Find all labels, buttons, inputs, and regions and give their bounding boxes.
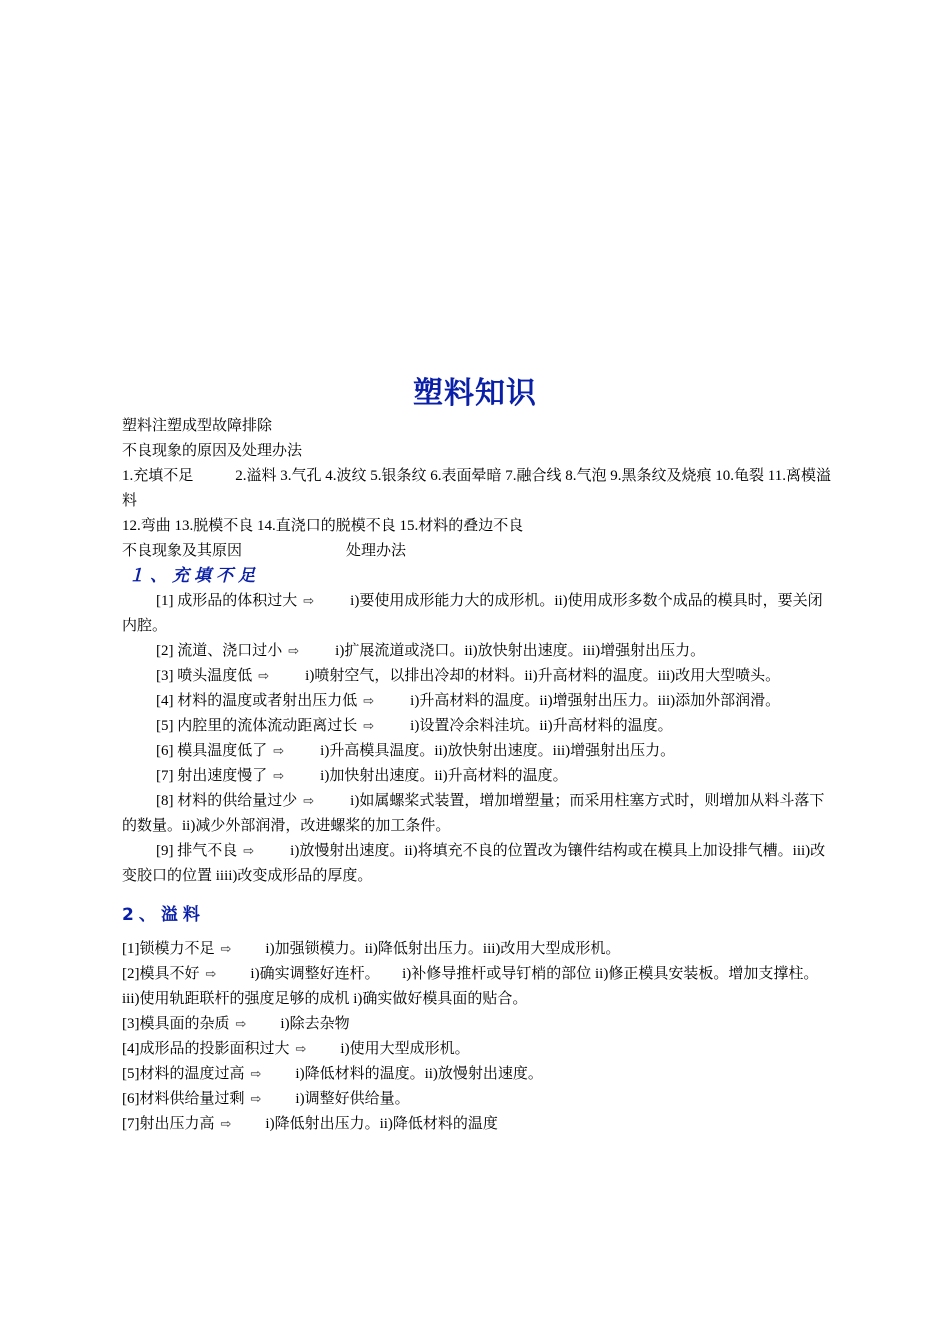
defect-cause: [9] 排气不良: [156, 843, 238, 859]
right-arrow-icon: ⇨: [220, 942, 232, 957]
right-arrow-icon: ⇨: [363, 694, 375, 709]
defect-item: [122, 589, 832, 639]
right-arrow-icon: ⇨: [273, 769, 285, 784]
right-arrow-icon: ⇨: [250, 1092, 262, 1107]
defect-item: [122, 739, 832, 764]
section-2-heading: 2、溢料: [122, 905, 205, 925]
defect-item: [122, 689, 832, 714]
defect-fix: i)降低射出压力。ii)降低材料的温度: [265, 1116, 498, 1132]
defect-fix: i)设置冷余料洼坑。ii)升高材料的温度。: [410, 718, 673, 734]
defect-fix: i)加快射出速度。ii)升高材料的温度。: [320, 768, 568, 784]
right-arrow-icon: ⇨: [235, 1017, 247, 1032]
defect-item: [122, 664, 832, 689]
defect-item: [122, 839, 832, 889]
defect-cause: [1]锁模力不足: [122, 941, 215, 957]
defect-item: [122, 1087, 832, 1112]
defect-cause: [5]材料的温度过高: [122, 1066, 245, 1082]
defect-item: [122, 1012, 832, 1037]
column-header-cause: 不良现象及其原因: [122, 543, 243, 559]
right-arrow-icon: ⇨: [243, 844, 255, 859]
defect-fix: i)喷射空气，以排出冷却的材料。ii)升高材料的温度。iii)改用大型喷头。: [305, 668, 781, 684]
defect-item: [122, 764, 832, 789]
defect-fix: i)确实调整好连杆。 i)补修导推杆或导钉梢的部位 ii)修正模具安装板。增加支撑柱。iii)使用轨距联杆的强度足够的成机 i)确实做好模具面的贴合。: [122, 966, 819, 1007]
defect-item: [122, 714, 832, 739]
section-1-heading: １、充填不足: [128, 566, 260, 586]
right-arrow-icon: ⇨: [303, 594, 315, 609]
column-header-fix: 处理办法: [346, 543, 407, 559]
right-arrow-icon: ⇨: [303, 794, 315, 809]
defect-fix: i)如属螺桨式装置，增加增塑量；而采用柱塞方式时，则增加从料斗落下的数量。ii)减少外部润滑，改进螺桨的加工条件。: [122, 793, 825, 834]
defect-list-rest: 2.溢料 3.气孔 4.波纹 5.银条纹 6.表面晕暗 7.融合线 8.气泡 9.黑条纹及烧痕 10.龟裂 11.离模溢料: [122, 468, 831, 509]
defect-item: [122, 1112, 832, 1137]
defect-fix: i)使用大型成形机。: [340, 1041, 470, 1057]
defect-fix: i)要使用成形能力大的成形机。ii)使用成形多数个成品的模具时，要关闭内腔。: [122, 593, 823, 634]
section-2-items: [122, 937, 832, 1137]
right-arrow-icon: ⇨: [205, 967, 217, 982]
right-arrow-icon: ⇨: [363, 719, 375, 734]
defect-fix: i)升高模具温度。ii)放快射出速度。iii)增强射出压力。: [320, 743, 676, 759]
defect-cause: [2]模具不好: [122, 966, 200, 982]
intro-line-2: 不良现象的原因及处理办法: [122, 443, 303, 459]
defect-item: [122, 937, 832, 962]
defect-cause: [4] 材料的温度或者射出压力低: [156, 693, 358, 709]
right-arrow-icon: ⇨: [250, 1067, 262, 1082]
defect-fix: i)扩展流道或浇口。ii)放快射出速度。iii)增强射出压力。: [335, 643, 706, 659]
defect-cause: [4]成形品的投影面积过大: [122, 1041, 290, 1057]
column-header: [122, 539, 832, 564]
page-title: 塑料知识: [413, 376, 537, 411]
defect-cause: [1] 成形品的体积过大: [156, 593, 298, 609]
defect-fix: i)除去杂物: [280, 1016, 350, 1032]
defect-list-first: 1.充填不足: [122, 468, 194, 484]
defect-fix: i)加强锁模力。ii)降低射出压力。iii)改用大型成形机。: [265, 941, 621, 957]
intro-line-1: 塑料注塑成型故障排除: [122, 418, 273, 434]
defect-list-2: 12.弯曲 13.脱模不良 14.直浇口的脱模不良 15.材料的叠边不良: [122, 518, 524, 534]
defect-cause: [8] 材料的供给量过少: [156, 793, 298, 809]
defect-item: [122, 639, 832, 664]
document-body: [122, 414, 832, 1137]
defect-cause: [3] 喷头温度低: [156, 668, 253, 684]
defect-cause: [2] 流道、浇口过小: [156, 643, 283, 659]
defect-item: [122, 1037, 832, 1062]
defect-item: [122, 962, 832, 1012]
defect-cause: [6]材料供给量过剩: [122, 1091, 245, 1107]
defect-item: [122, 1062, 832, 1087]
defect-cause: [6] 模具温度低了: [156, 743, 268, 759]
defect-cause: [7] 射出速度慢了: [156, 768, 268, 784]
right-arrow-icon: ⇨: [288, 644, 300, 659]
right-arrow-icon: ⇨: [273, 744, 285, 759]
section-1-items: [122, 589, 832, 889]
right-arrow-icon: ⇨: [220, 1117, 232, 1132]
defect-fix: i)升高材料的温度。ii)增强射出压力。iii)添加外部润滑。: [410, 693, 781, 709]
defect-fix: i)降低材料的温度。ii)放慢射出速度。: [295, 1066, 543, 1082]
defect-item: [122, 789, 832, 839]
defect-cause: [5] 内腔里的流体流动距离过长: [156, 718, 358, 734]
right-arrow-icon: ⇨: [258, 669, 270, 684]
defect-fix: i)放慢射出速度。ii)将填充不良的位置改为镶件结构或在模具上加设排气槽。iii)改变胶口的位置 iiii)改变成形品的厚度。: [122, 843, 826, 884]
defect-cause: [3]模具面的杂质: [122, 1016, 230, 1032]
right-arrow-icon: ⇨: [295, 1042, 307, 1057]
defect-fix: i)调整好供给量。: [295, 1091, 410, 1107]
defect-list-1: [122, 464, 832, 514]
defect-cause: [7]射出压力高: [122, 1116, 215, 1132]
